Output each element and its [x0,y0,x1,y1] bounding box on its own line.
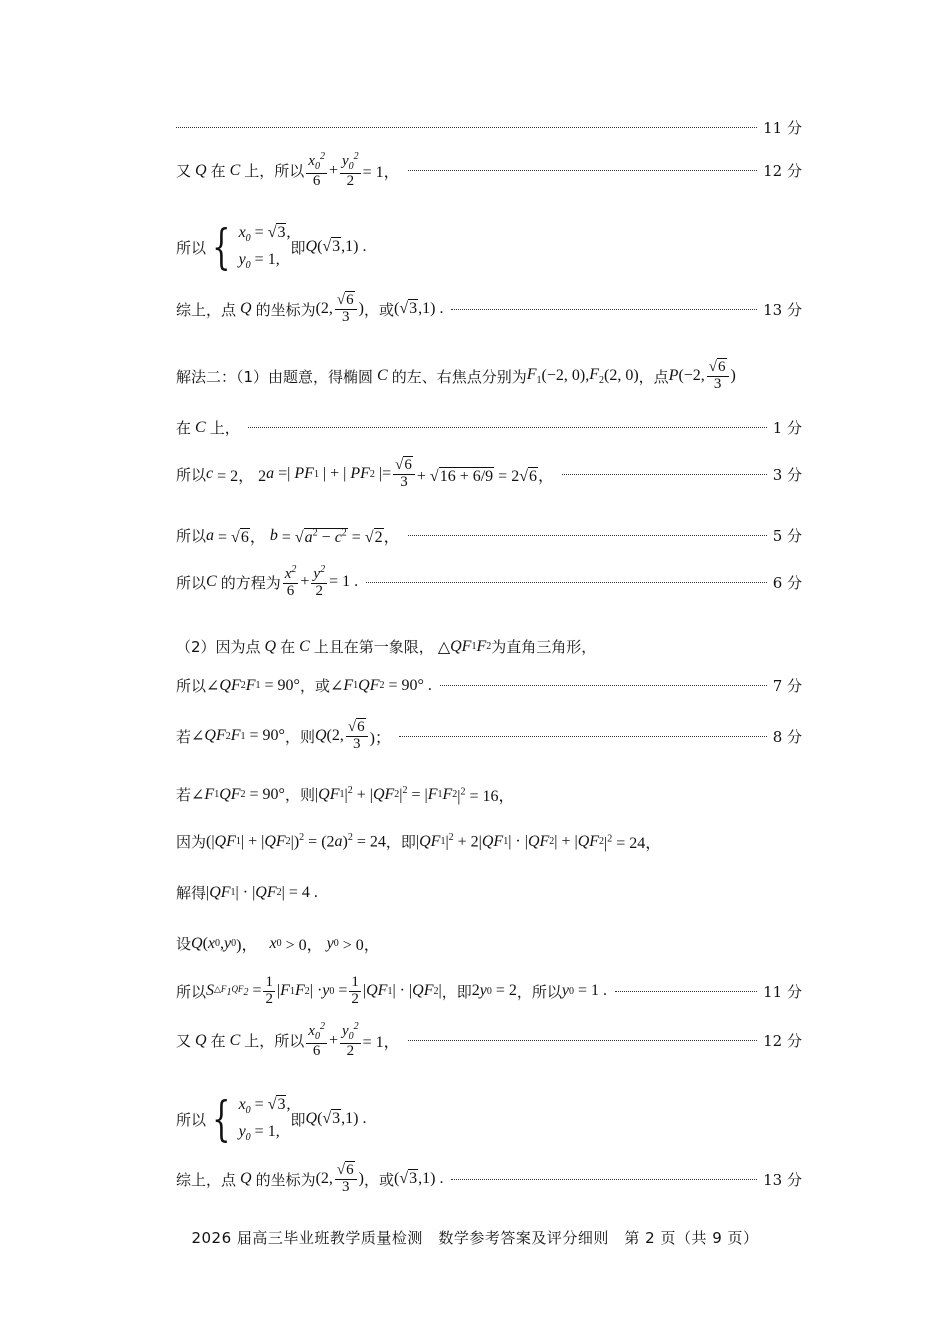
text-again: 又 [176,162,192,181]
leader-dots [248,427,767,428]
leader-dots [562,474,767,475]
score-label: 5 分 [772,527,802,545]
text-part2-d: 为直角三角形， [491,638,597,656]
leader-dots [451,1179,757,1180]
text-jiqie: ，即 [385,833,416,851]
step-because: 因为 (| QF 1 | + | QF 2 |)$^2$ = (2 a )$^2$ = 24 ，即 | QF 1 $|^2 + 2|$ QF 1 | · | QF 2 | + | QF 2 $|^2 = 24$， [176,831,662,852]
text-zai: 在 [210,162,226,181]
equation-system: { $x_0 = √3$, $y_0 = 1$, [212,1091,291,1148]
step-q-on-c-bottom: 又 Q 在 C 上，所以 $\frac{x_0^2}{6}$ + $\frac{y_0^2}{2}$ = 1， 12 分 [176,1021,802,1059]
fraction: $\frac{x^2}{6}$ [284,564,297,599]
step-case1: 若 ∠ QF 2 F 1 = 90° ，则 Q (2, $\frac{√6}{3}$ )； 8 分 [176,719,802,752]
step-c-2a: 所以 c = 2， 2 a =| PF 1 | + | PF 2 |= $\frac{√6}{3}$ + √16 + 6/9 = 2√6， 3 分 [176,457,802,490]
fraction: $\frac{√6}{3}$ [393,458,415,491]
score-label: 11 分 [763,119,802,137]
text-shang-suoyi: 上，所以 [244,1032,305,1051]
text-suoyi: 所以 [176,573,207,592]
text-method2-c: ，点 [638,367,669,386]
text-part2-a: （2）因为点 [176,638,261,656]
step-area: 所以 S $\triangle F_1QF_2$ = $\frac{1}{2}$ | F 1 F 2 | · y 0 = $\frac{1}{2}$ | QF 1 | · | QF 2 | ，即 2 y 0 = 2 ，所以 y 0 = 1 . 11 分 [176,974,802,1007]
text-jiqie: ，即 [441,982,472,1001]
text-ji: 即 [290,1110,306,1129]
fraction: $\frac{√6}{3}$ [346,720,368,753]
step-on-c: 在 C 上， 1 分 [176,418,802,437]
text-again: 又 [176,1032,192,1051]
text-or: ，或 [299,677,330,695]
text-summary-c: ，或 [363,1170,394,1189]
text-part2-c: 上且在第一象限， [313,638,434,656]
score-label: 12 分 [763,1032,802,1051]
text-fangcheng: 的方程为 [220,573,281,592]
text-summary-a: 综上，点 [176,1170,237,1189]
text-suoyi: 所以 [176,1110,207,1129]
text-zai: 在 [176,419,192,437]
step-equation-c: 所以 C 的方程为 $\frac{x^2}{6}$ + $\frac{y^2}{2}$ = 1 . 6 分 [176,564,802,599]
step-case2: 若 ∠ F 1 QF 2 = 90° ，则 | QF 1 $|^2$ + | QF 2 $|^2$ = | F 1 F 2 $|^2 = 16$， [176,784,515,805]
text-summary-a: 综上，点 [176,300,237,319]
leader-dots [176,127,757,128]
step-let-q: 设 Q ( x 0 , y 0 )， x 0 > 0， y 0 > 0， [176,934,380,954]
text-summary-b: 的坐标为 [255,1170,316,1189]
score-line-11-top [176,117,802,138]
text-suoyi: 所以 [176,527,207,545]
fraction: $\frac{√6}{3}$ [335,1163,357,1196]
fraction: $\frac{y^2}{2}$ [313,564,326,599]
score-label: 11 分 [763,982,802,1001]
step-system-bottom: 所以 { $x_0 = √3$, $y_0 = 1$, 即 Q (√3,1) . [176,1091,367,1148]
fraction: $\frac{y_0^2}{2}$ [341,1021,359,1059]
score-label: 13 分 [763,1170,802,1189]
fraction: $\frac{1}{2}$ [265,974,273,1007]
page-footer: 2026 届高三毕业班教学质量检测 数学参考答案及评分细则 第 2 页（共 9 页） [191,1229,759,1247]
text-summary-b: 的坐标为 [255,300,316,319]
leader-dots [451,309,757,310]
step-q-on-c-top: 又 Q 在 C 上，所以 $\frac{x_0^2}{6}$ + $\frac{y_0^2}{2}$ = 1， 12 分 [176,151,802,189]
text-shang: 上， [209,419,240,437]
text-suoyi: 所以 [176,677,207,695]
text-method2-a: 解法二：（1）由题意，得椭圆 [176,367,374,386]
leader-dots [440,685,767,686]
text-ji: 即 [290,238,306,257]
fraction: $\frac{√6}{3}$ [707,360,729,393]
text-yinwei: 因为 [176,833,207,851]
score-label: 7 分 [772,677,802,695]
score-label: 6 分 [772,573,802,592]
fraction: $\frac{y_0^2}{2}$ [341,151,359,189]
text-suoyi: 所以 [176,982,207,1001]
step-system-top: 所以 { $x_0 = √3$, $y_0 = 1$, 即 Q (√3,1) . [176,219,367,276]
equation-system: { $x_0 = √3$, $y_0 = 1$, [212,219,291,276]
summary-top: 综上，点 Q 的坐标为 (2, $\frac{√6}{3}$ ) ，或 (√3,1) . 13 分 [176,292,802,325]
score-label: 3 分 [772,465,802,484]
text-part2-b: 在 [280,638,296,656]
text-ruo: 若 [176,727,192,746]
score-label: 1 分 [772,419,802,437]
step-solve: 解得 | QF 1 | · | QF 2 | = 4 . [176,883,318,902]
leader-dots [615,991,757,992]
fraction: $\frac{√6}{3}$ [335,293,357,326]
leader-dots [408,1040,757,1041]
score-label: 12 分 [763,162,802,181]
text-ruo: 若 [176,786,192,804]
text-she: 设 [176,935,192,953]
text-shang-suoyi: 上，所以 [244,162,305,181]
score-label: 8 分 [772,727,802,746]
leader-dots [408,170,757,171]
text-ze: ，则 [284,786,315,804]
leader-dots [366,582,767,583]
method2-intro: 解法二：（1）由题意，得椭圆 C 的左、右焦点分别为 $F_1$ (−2, 0), $F_2$ (2, 0) ，点 P (−2, $\frac{√6}{3}$ ) [176,359,736,392]
text-method2-b: 的左、右焦点分别为 [391,367,527,386]
leader-dots [399,736,767,737]
score-label: 13 分 [763,300,802,319]
fraction: $\frac{x_0^2}{6}$ [308,151,325,189]
text-ze: ，则 [284,727,315,746]
text-zai: 在 [210,1032,226,1051]
text-suoyi: ，所以 [516,982,562,1001]
part2-intro: （2）因为点 Q 在 C 上且在第一象限， △ QF 1 F 2 为直角三角形， [176,637,597,656]
text-summary-c: ，或 [363,300,394,319]
fraction: $\frac{1}{2}$ [351,974,359,1007]
step-a-b: 所以 a = √6， b = $√a^2 - c^2 = √2$， 5 分 [176,526,802,546]
fraction: $\frac{x_0^2}{6}$ [308,1021,325,1059]
summary-bottom: 综上，点 Q 的坐标为 (2, $\frac{√6}{3}$ ) ，或 (√3,1) . 13 分 [176,1162,802,1195]
step-angles: 所以 ∠ QF 2 F 1 = 90° ，或 ∠ F 1 QF 2 = 90° . 7 分 [176,676,802,695]
text-suoyi: 所以 [176,238,207,257]
text-suoyi: 所以 [176,465,207,484]
leader-dots [408,535,767,536]
text-jiede: 解得 [176,884,207,902]
